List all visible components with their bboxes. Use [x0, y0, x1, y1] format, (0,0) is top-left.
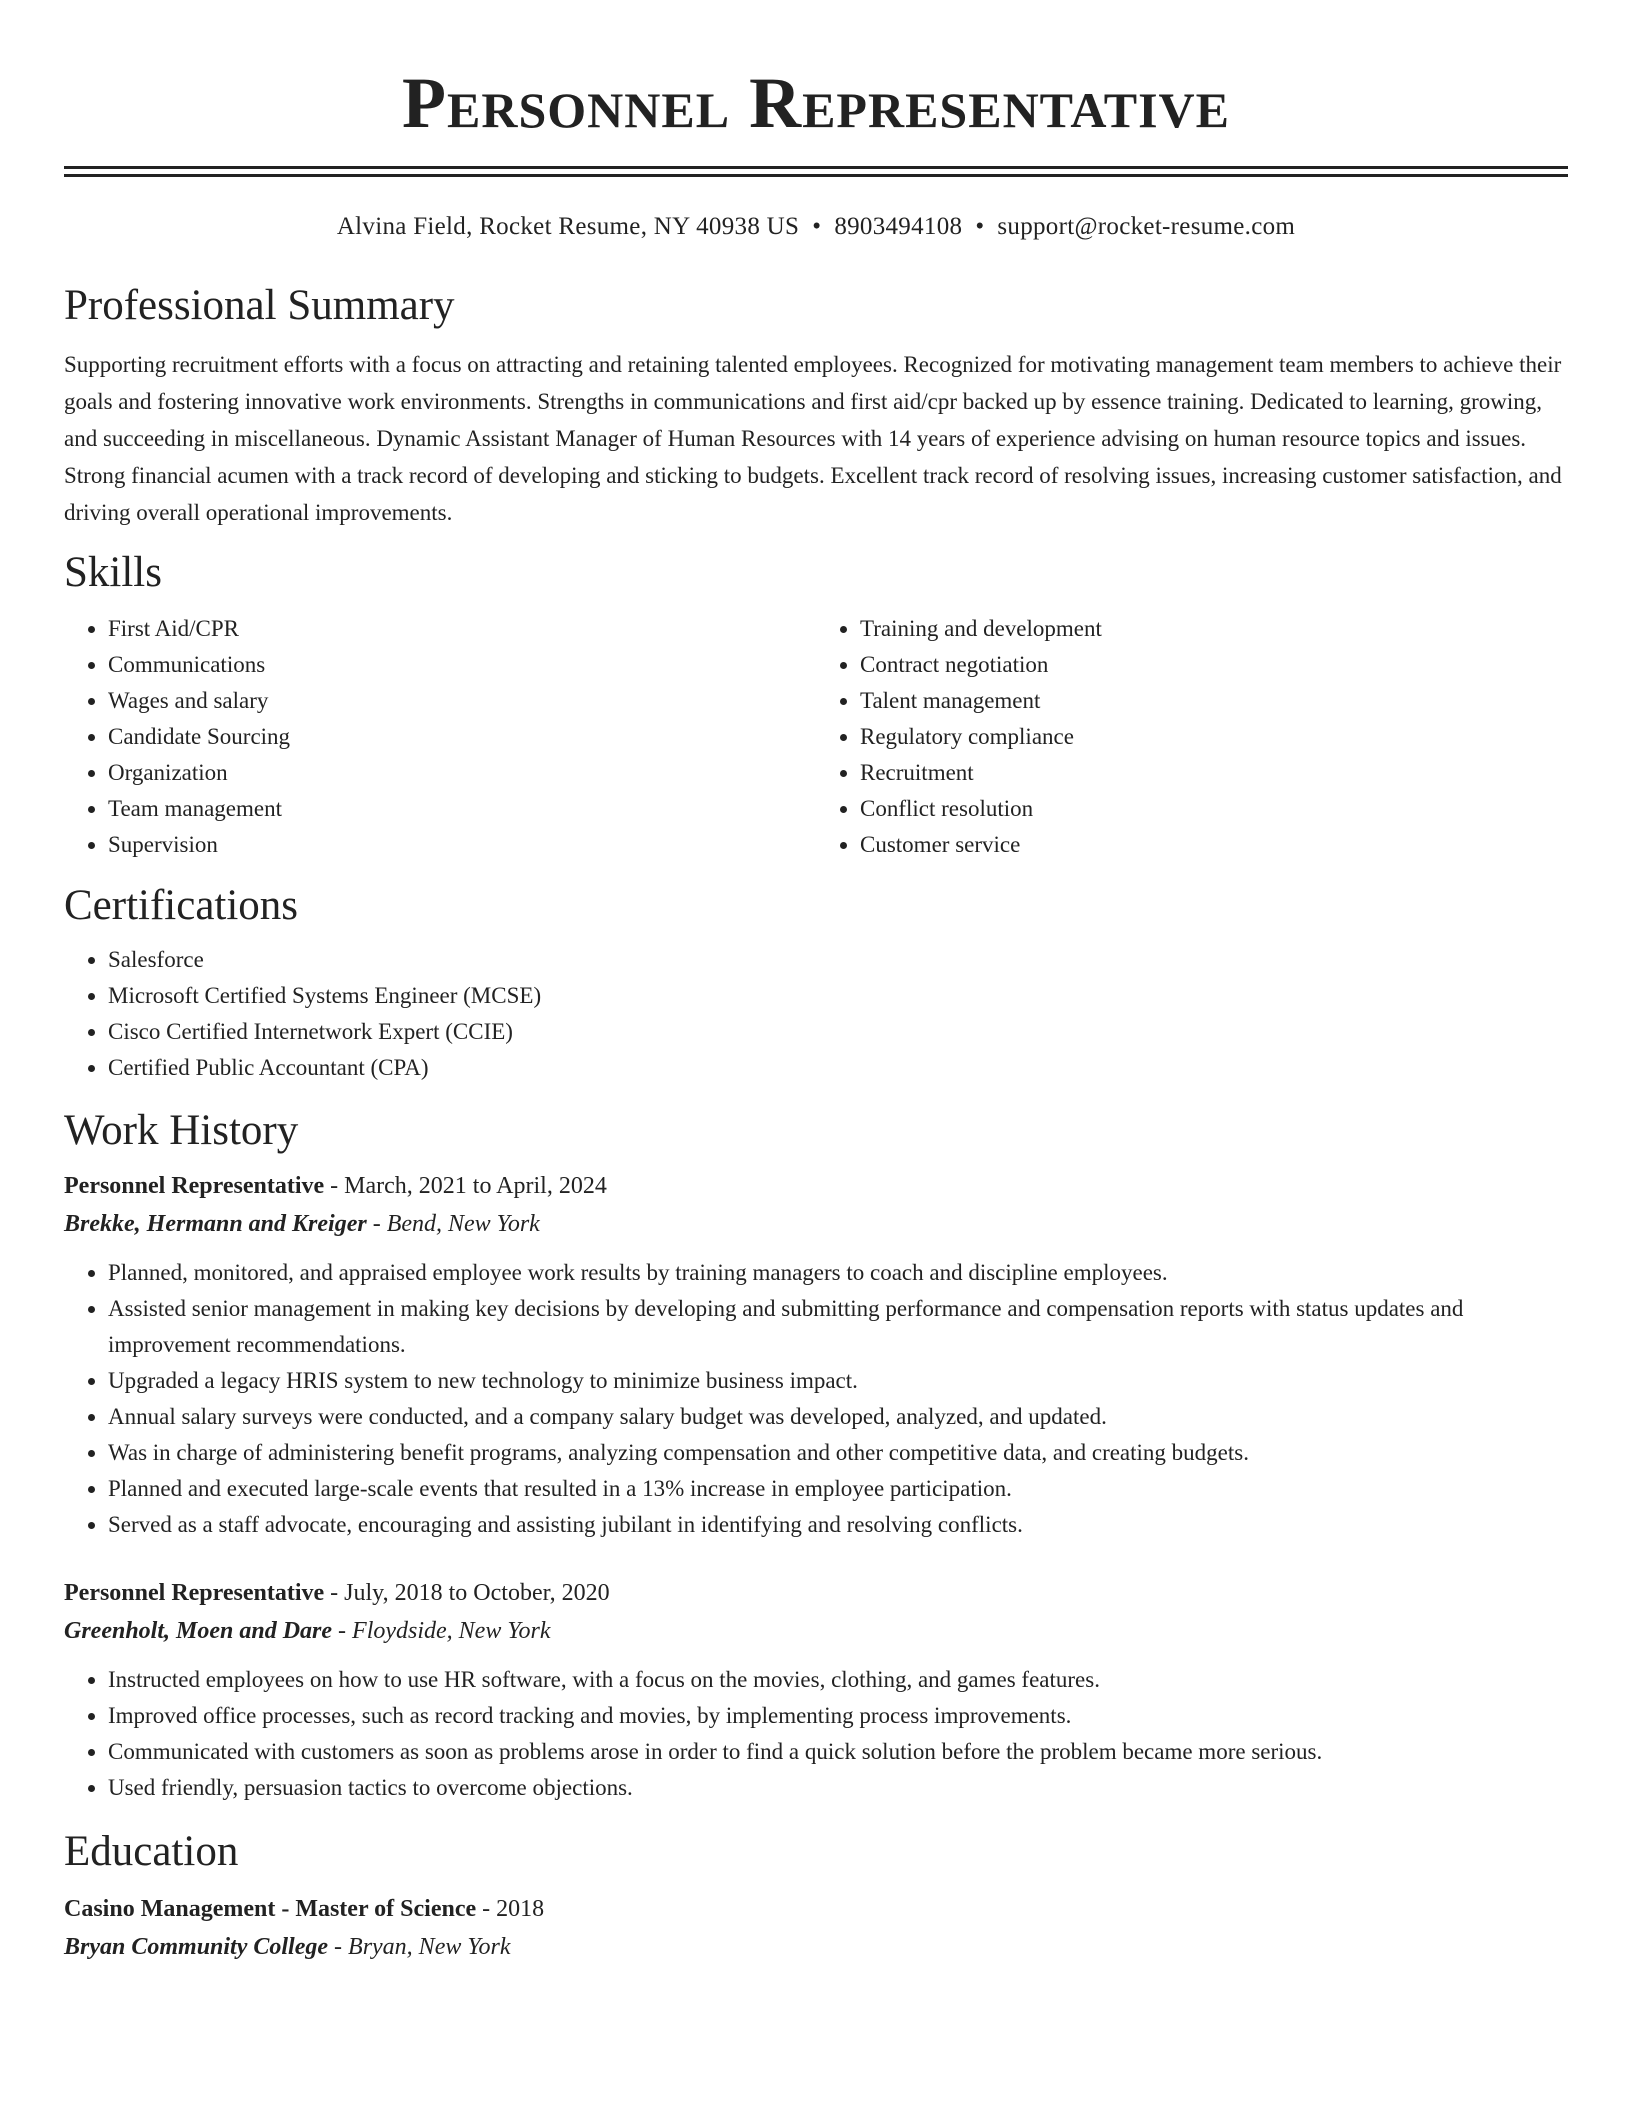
company-name: Brekke, Hermann and Kreiger — [64, 1211, 367, 1237]
company-line: Greenholt, Moen and Dare - Floydside, New York — [64, 1618, 551, 1644]
work-history-heading: Work History — [64, 1107, 299, 1154]
education-heading: Education — [64, 1828, 239, 1875]
job-bullet: • Instructed employees on how to use HR software, with a focus on the movies, clothing, and games features. — [108, 1662, 1568, 1698]
skill-item: • Customer service — [860, 827, 1568, 863]
contact-line — [64, 211, 1568, 243]
contact-address: Alvina Field, Rocket Resume, NY 40938 US — [336, 213, 800, 240]
job-title: Personnel Representative — [64, 1173, 325, 1199]
job-bullet: • Annual salary surveys were conducted, and a company salary budget was developed, analyzed, and updated. — [108, 1399, 1568, 1435]
job-title-line: Personnel Representative - March, 2021 to April, 2024 — [64, 1173, 607, 1199]
skills-list-left — [64, 611, 816, 863]
job-dates: March, 2021 to April, 2024 — [344, 1173, 607, 1199]
company-line: Brekke, Hermann and Kreiger - Bend, New York — [64, 1211, 540, 1237]
job-dates: July, 2018 to October, 2020 — [344, 1580, 610, 1606]
contact-separator: • — [975, 213, 985, 240]
job-title: Personnel Representative — [64, 1580, 325, 1606]
contact-separator: • — [812, 213, 822, 240]
skill-item: • Contract negotiation — [860, 647, 1568, 683]
skills-list-right — [816, 611, 1568, 863]
job-bullet: • Upgraded a legacy HRIS system to new technology to minimize business impact. — [108, 1363, 1568, 1399]
summary-heading: Professional Summary — [64, 282, 455, 329]
school-location: Bryan, New York — [348, 1934, 511, 1960]
contact-phone: 8903494108 — [834, 213, 963, 240]
title-double-rule — [64, 166, 1568, 177]
skill-item: • First Aid/CPR — [108, 611, 816, 647]
degree-line: Casino Management - Master of Science - 2018 — [64, 1896, 545, 1922]
skill-item: • Candidate Sourcing — [108, 719, 816, 755]
job-bullet: • Used friendly, persuasion tactics to overcome objections. — [108, 1770, 1568, 1806]
summary-text: Supporting recruitment efforts with a focus on attracting and retaining talented employees. Recognized for motivating management team members to achieve their goals and fostering innovative work environments. Strengths in communications and first aid/cpr backed up by essence training. Dedicated to learning, growing, and succeeding in miscellaneous. Dynamic Assistant Manager of Human Resources with 14 years of experience advising on human resource topics and issues. Strong financial acumen with a track record of developing and sticking to budgets. Excellent track record of resolving issues, increasing customer satisfaction, and driving overall operational improvements. — [64, 352, 1562, 525]
company-location: Floydside, New York — [352, 1618, 551, 1644]
skill-item: • Team management — [108, 791, 816, 827]
certification-item: • Certified Public Accountant (CPA) — [108, 1050, 1568, 1086]
graduation-year: 2018 — [496, 1896, 545, 1922]
job-bullet: • Assisted senior management in making key decisions by developing and submitting performance and compensation reports with status updates and improvement recommendations. — [108, 1291, 1568, 1363]
job-bullet: • Planned and executed large-scale events that resulted in a 13% increase in employee participation. — [108, 1471, 1568, 1507]
certification-item: • Microsoft Certified Systems Engineer (MCSE) — [108, 978, 1568, 1014]
school-name: Bryan Community College — [64, 1934, 329, 1960]
skills-columns — [64, 611, 1568, 863]
education-entry — [64, 1890, 1568, 1966]
job-entry — [64, 1574, 1568, 1806]
certifications-heading: Certifications — [64, 882, 299, 929]
skill-item: • Wages and salary — [108, 683, 816, 719]
certification-item: • Cisco Certified Internetwork Expert (CCIE) — [108, 1014, 1568, 1050]
job-bullet: • Planned, monitored, and appraised employee work results by training managers to coach and discipline employees. — [108, 1255, 1568, 1291]
school-line: Bryan Community College - Bryan, New York — [64, 1934, 511, 1960]
job-bullets — [64, 1255, 1568, 1543]
certifications-list — [64, 942, 1568, 1086]
company-location: Bend, New York — [386, 1211, 540, 1237]
job-bullet: • Was in charge of administering benefit programs, analyzing compensation and other competitive data, and creating budgets. — [108, 1435, 1568, 1471]
job-bullet: • Communicated with customers as soon as problems arose in order to find a quick solution before the problem became more serious. — [108, 1734, 1568, 1770]
skills-heading: Skills — [64, 549, 162, 596]
skill-item: • Supervision — [108, 827, 816, 863]
certification-item: • Salesforce — [108, 942, 1568, 978]
skill-item: • Communications — [108, 647, 816, 683]
contact-email: support@rocket-resume.com — [997, 213, 1296, 240]
resume-title: Personnel Representative — [402, 63, 1230, 143]
skill-item: • Talent management — [860, 683, 1568, 719]
job-bullet: • Served as a staff advocate, encouraging and assisting jubilant in identifying and resolving conflicts. — [108, 1507, 1568, 1543]
company-name: Greenholt, Moen and Dare — [64, 1618, 333, 1644]
skill-item: • Training and development — [860, 611, 1568, 647]
job-title-line: Personnel Representative - July, 2018 to October, 2020 — [64, 1580, 610, 1606]
job-entry — [64, 1167, 1568, 1543]
skill-item: • Organization — [108, 755, 816, 791]
degree: Casino Management - Master of Science — [64, 1896, 477, 1922]
skill-item: • Recruitment — [860, 755, 1568, 791]
job-bullets — [64, 1662, 1568, 1806]
job-bullet: • Improved office processes, such as record tracking and movies, by implementing process improvements. — [108, 1698, 1568, 1734]
skill-item: • Conflict resolution — [860, 791, 1568, 827]
skill-item: • Regulatory compliance — [860, 719, 1568, 755]
